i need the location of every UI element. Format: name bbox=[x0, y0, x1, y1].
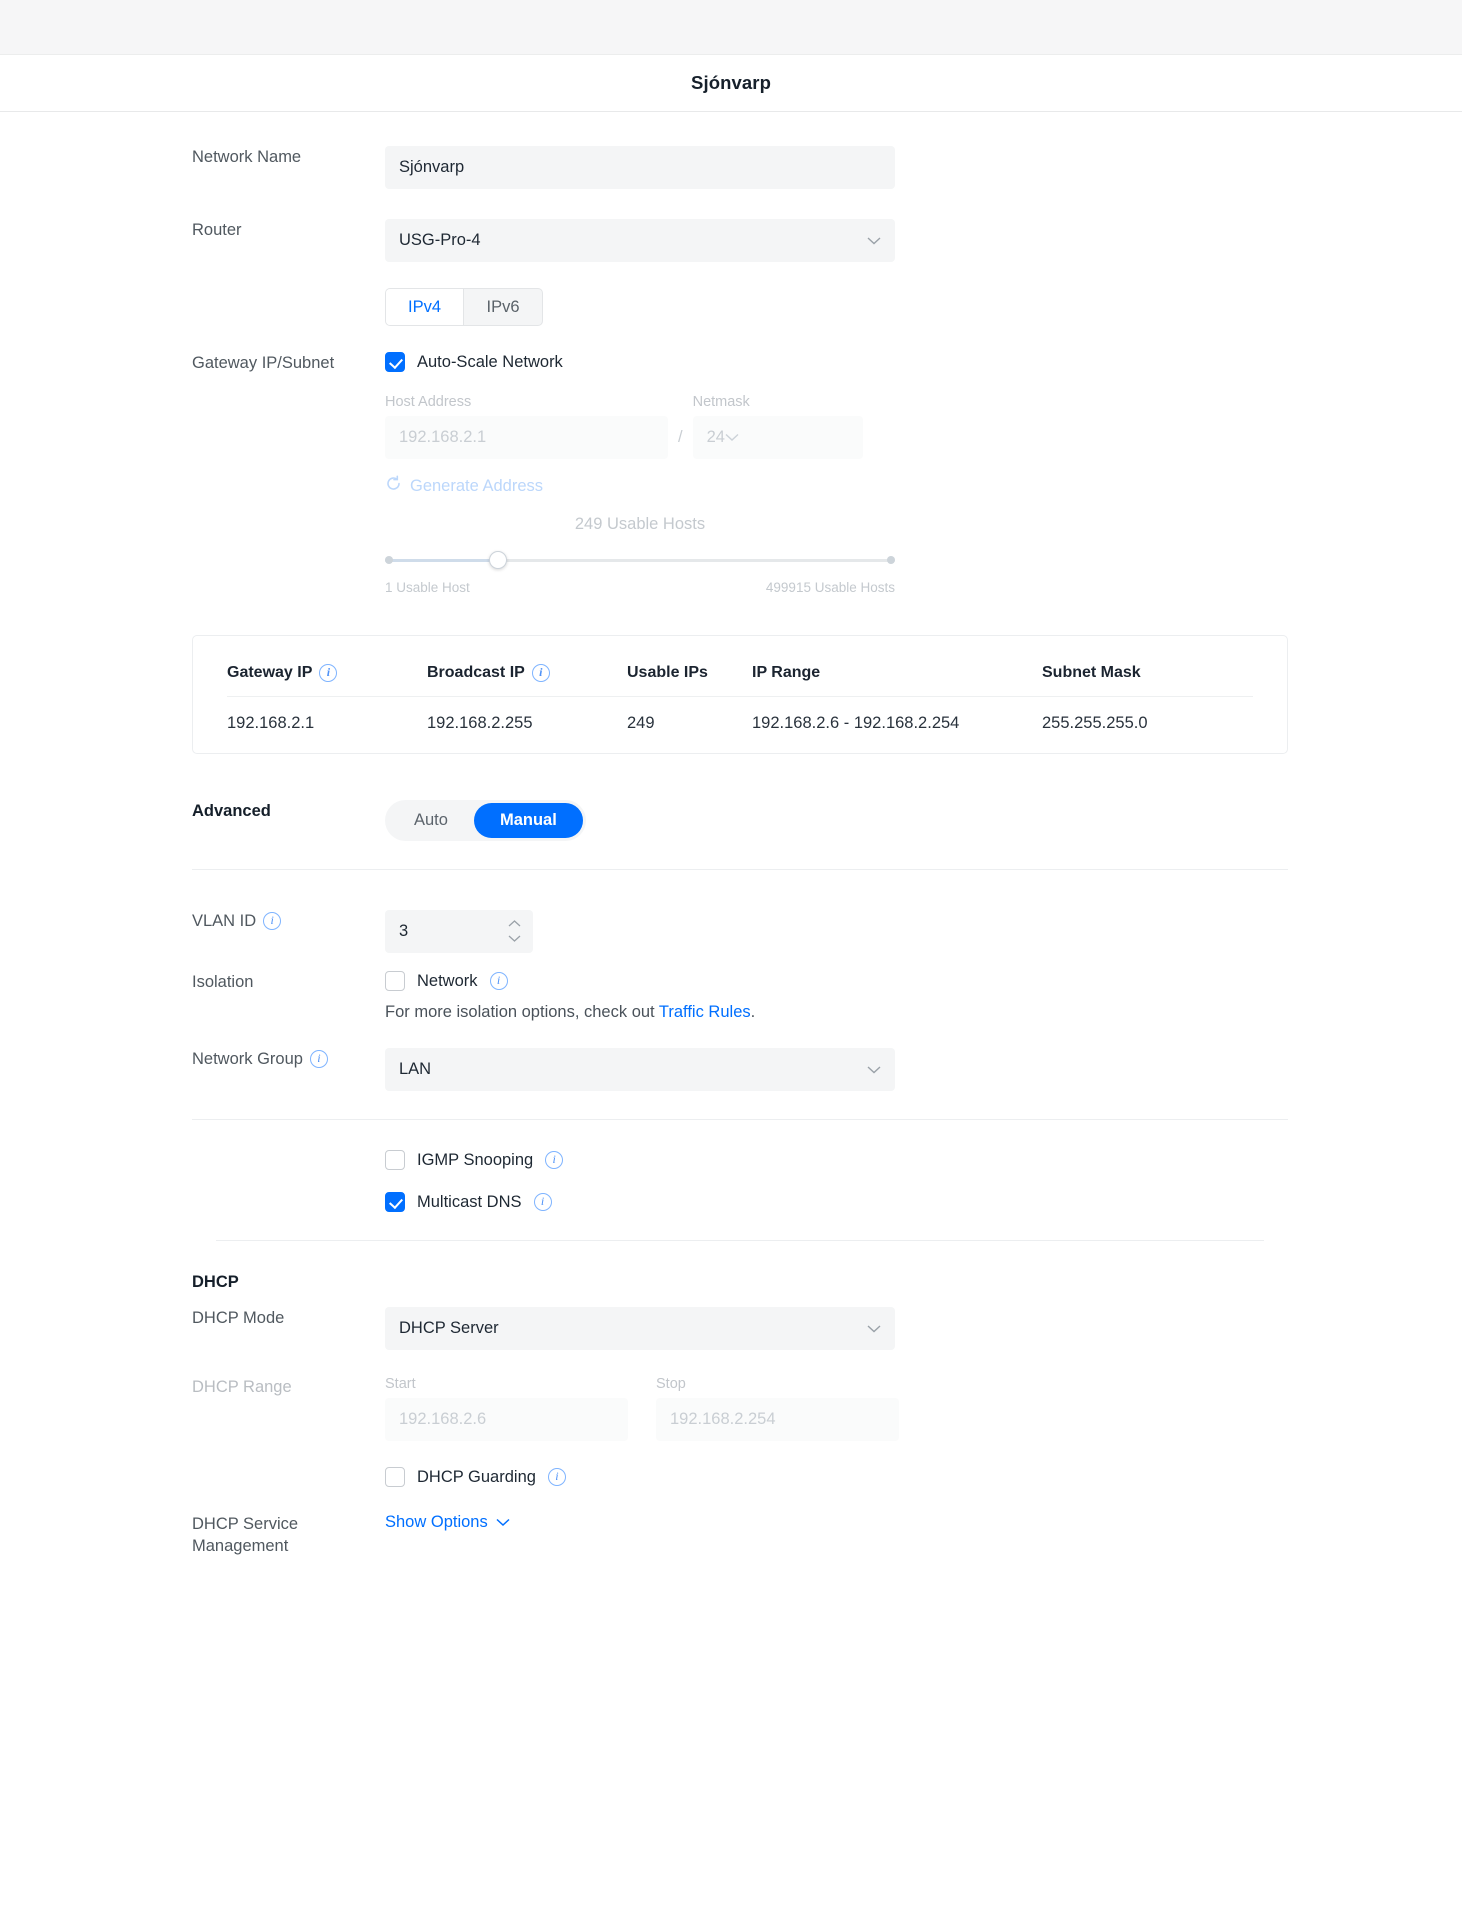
dhcp-range-stop-value: 192.168.2.254 bbox=[670, 1410, 776, 1428]
chevron-down-icon bbox=[496, 1513, 510, 1532]
isolation-hint bbox=[385, 1003, 1262, 1022]
dhcp-range-start-label: Start bbox=[385, 1376, 416, 1392]
info-icon[interactable]: i bbox=[319, 664, 337, 682]
igmp-snooping-checkbox[interactable] bbox=[385, 1150, 405, 1170]
subnet-summary-table bbox=[227, 636, 1253, 753]
column-gateway-ip bbox=[227, 636, 427, 697]
network-group-field bbox=[385, 1048, 1462, 1091]
column-subnet-mask: Subnet Mask bbox=[1042, 636, 1253, 697]
router-select[interactable] bbox=[385, 219, 895, 262]
isolation-label: Isolation bbox=[192, 973, 254, 991]
info-icon[interactable]: i bbox=[534, 1193, 552, 1211]
isolation-hint-suffix: . bbox=[750, 1003, 756, 1021]
network-group-label-wrap bbox=[0, 1048, 385, 1070]
info-icon[interactable]: i bbox=[548, 1468, 566, 1486]
stepper-down-icon[interactable] bbox=[508, 935, 521, 943]
table-row bbox=[227, 697, 1253, 754]
dhcp-range-stop-label: Stop bbox=[656, 1376, 686, 1392]
multicast-dns-field bbox=[385, 1192, 1462, 1212]
host-address-field bbox=[385, 394, 668, 459]
igmp-snooping-control[interactable] bbox=[385, 1150, 1262, 1170]
vlan-id-label-wrap bbox=[0, 910, 385, 932]
dhcp-section-row bbox=[0, 1271, 1462, 1293]
network-group-label: Network Group bbox=[192, 1050, 303, 1068]
multicast-dns-checkbox[interactable] bbox=[385, 1192, 405, 1212]
divider-network-group bbox=[192, 1119, 1288, 1120]
isolation-network-checkbox[interactable] bbox=[385, 971, 405, 991]
chevron-down-icon bbox=[867, 1060, 881, 1079]
dhcp-mode-select[interactable] bbox=[385, 1307, 895, 1350]
dhcp-guarding-field bbox=[385, 1467, 1462, 1487]
slider-max-label: 499915 Usable Hosts bbox=[765, 580, 895, 595]
dhcp-guarding-checkbox[interactable] bbox=[385, 1467, 405, 1487]
info-icon[interactable]: i bbox=[263, 912, 281, 930]
auto-scale-network-checkbox[interactable] bbox=[385, 352, 405, 372]
slider-legend bbox=[385, 580, 895, 595]
isolation-row bbox=[0, 971, 1462, 1022]
dhcp-service-management-label: DHCP Service Management bbox=[192, 1515, 299, 1555]
vlan-id-field bbox=[385, 910, 1462, 953]
dhcp-range-start-field bbox=[385, 1376, 628, 1441]
divider-advanced bbox=[192, 869, 1288, 870]
cell-subnet-mask: 255.255.255.0 bbox=[1042, 714, 1148, 732]
host-address-label: Host Address bbox=[385, 394, 472, 410]
isolation-hint-prefix: For more isolation options, check out bbox=[385, 1003, 659, 1021]
dhcp-mode-value: DHCP Server bbox=[399, 1319, 499, 1337]
usable-hosts-slider[interactable] bbox=[385, 550, 895, 570]
page-title: Sjónvarp bbox=[691, 72, 771, 93]
subnet-summary-card bbox=[192, 635, 1288, 754]
generate-address-label: Generate Address bbox=[410, 476, 543, 495]
netmask-value: 24 bbox=[706, 428, 725, 446]
advanced-mode-auto[interactable]: Auto bbox=[414, 811, 448, 829]
multicast-dns-label: Multicast DNS bbox=[417, 1192, 522, 1211]
cell-broadcast-ip: 192.168.2.255 bbox=[427, 714, 533, 732]
network-group-row bbox=[0, 1048, 1462, 1091]
network-name-label: Network Name bbox=[192, 148, 302, 166]
gateway-subnet-field bbox=[385, 352, 1462, 595]
router-row bbox=[0, 219, 1462, 262]
tab-ipv4[interactable]: IPv4 bbox=[386, 289, 464, 325]
cell-ip-range: 192.168.2.6 - 192.168.2.254 bbox=[752, 714, 960, 732]
network-name-field bbox=[385, 146, 1462, 189]
stepper-arrows[interactable] bbox=[508, 910, 521, 953]
show-options-button[interactable] bbox=[385, 1513, 510, 1532]
isolation-network-label: Network bbox=[417, 971, 478, 990]
network-name-input[interactable] bbox=[385, 146, 895, 189]
dhcp-mode-field bbox=[385, 1307, 1462, 1350]
advanced-mode-toggle[interactable] bbox=[385, 800, 586, 841]
slider-handle[interactable] bbox=[489, 551, 507, 569]
multicast-dns-row bbox=[0, 1192, 1462, 1212]
dhcp-section-title-wrap bbox=[0, 1271, 385, 1293]
dhcp-service-management-row bbox=[0, 1513, 1462, 1557]
slider-min-label: 1 Usable Host bbox=[385, 580, 470, 595]
form-content bbox=[0, 146, 1462, 1617]
advanced-mode-manual[interactable]: Manual bbox=[474, 803, 583, 838]
table-header-row bbox=[227, 636, 1253, 697]
dhcp-range-field bbox=[385, 1376, 1462, 1441]
igmp-snooping-row bbox=[0, 1150, 1462, 1170]
column-gateway-ip-label: Gateway IP bbox=[227, 664, 313, 681]
host-address-input[interactable] bbox=[385, 416, 668, 459]
netmask-label: Netmask bbox=[692, 394, 750, 410]
vlan-id-row bbox=[0, 910, 1462, 953]
igmp-snooping-field bbox=[385, 1150, 1462, 1170]
column-ip-range: IP Range bbox=[752, 636, 1042, 697]
slider-fill bbox=[385, 559, 497, 562]
stepper-up-icon[interactable] bbox=[508, 920, 521, 928]
dhcp-range-stop-input[interactable] bbox=[656, 1398, 899, 1441]
dhcp-range-label: DHCP Range bbox=[192, 1378, 292, 1396]
cell-gateway-ip: 192.168.2.1 bbox=[227, 714, 315, 732]
dhcp-mode-row bbox=[0, 1307, 1462, 1350]
dhcp-range-row bbox=[0, 1376, 1462, 1441]
netmask-field bbox=[693, 394, 863, 459]
ip-version-field bbox=[385, 288, 1462, 326]
host-netmask-group bbox=[385, 394, 1262, 459]
tab-ipv6[interactable]: IPv6 bbox=[486, 297, 520, 316]
dhcp-section-title: DHCP bbox=[192, 1273, 239, 1291]
advanced-row bbox=[0, 800, 1462, 841]
network-group-select[interactable] bbox=[385, 1048, 895, 1091]
top-strip bbox=[0, 0, 1462, 55]
netmask-select[interactable] bbox=[693, 416, 863, 459]
dhcp-guarding-label: DHCP Guarding bbox=[417, 1467, 536, 1486]
divider-dhcp bbox=[216, 1240, 1264, 1241]
router-label: Router bbox=[192, 221, 242, 239]
dhcp-mode-label: DHCP Mode bbox=[192, 1309, 285, 1327]
igmp-snooping-label: IGMP Snooping bbox=[417, 1150, 534, 1169]
info-icon[interactable]: i bbox=[545, 1151, 563, 1169]
chevron-down-icon bbox=[867, 231, 881, 250]
isolation-network-row[interactable] bbox=[385, 971, 1262, 991]
dhcp-range-group bbox=[385, 1376, 1262, 1441]
gateway-subnet-label: Gateway IP/Subnet bbox=[192, 354, 335, 372]
dhcp-service-management-field bbox=[385, 1513, 1462, 1532]
column-broadcast-ip bbox=[427, 636, 627, 697]
show-options-label: Show Options bbox=[385, 1513, 488, 1531]
dhcp-guarding-control[interactable] bbox=[385, 1467, 1262, 1487]
usable-hosts-readout: 249 Usable Hosts bbox=[574, 515, 706, 533]
traffic-rules-link[interactable]: Traffic Rules bbox=[658, 1003, 751, 1021]
dhcp-range-stop-field bbox=[656, 1376, 899, 1441]
dhcp-range-start-input[interactable] bbox=[385, 1398, 628, 1441]
auto-scale-network-row[interactable] bbox=[385, 352, 1262, 372]
generate-address-button[interactable] bbox=[385, 475, 1262, 497]
panel-header bbox=[0, 55, 1462, 112]
subnet-separator: / bbox=[678, 428, 683, 446]
info-icon[interactable]: i bbox=[490, 972, 508, 990]
column-broadcast-ip-label: Broadcast IP bbox=[427, 664, 525, 681]
gateway-subnet-row bbox=[0, 352, 1462, 595]
vlan-id-label: VLAN ID bbox=[192, 912, 257, 930]
advanced-section-title: Advanced bbox=[192, 802, 271, 820]
vlan-id-value: 3 bbox=[399, 922, 409, 940]
router-field bbox=[385, 219, 1462, 262]
info-icon[interactable]: i bbox=[310, 1050, 328, 1068]
isolation-field bbox=[385, 971, 1462, 1022]
auto-scale-network-label: Auto-Scale Network bbox=[417, 352, 563, 371]
vlan-id-stepper[interactable] bbox=[385, 910, 533, 953]
slider-max-dot bbox=[887, 556, 895, 564]
advanced-toggle-field bbox=[385, 800, 1462, 841]
refresh-icon bbox=[385, 475, 402, 497]
dhcp-range-start-value: 192.168.2.6 bbox=[399, 1410, 487, 1428]
slider-min-dot bbox=[385, 556, 393, 564]
network-group-value: LAN bbox=[399, 1060, 432, 1078]
dhcp-guarding-row bbox=[0, 1467, 1462, 1487]
multicast-dns-control[interactable] bbox=[385, 1192, 1262, 1212]
advanced-section-title-wrap bbox=[0, 800, 385, 822]
chevron-down-icon bbox=[867, 1319, 881, 1338]
column-usable-ips: Usable IPs bbox=[627, 636, 752, 697]
network-name-row bbox=[0, 146, 1462, 189]
info-icon[interactable]: i bbox=[532, 664, 550, 682]
ip-version-segmented[interactable] bbox=[385, 288, 543, 326]
chevron-down-icon bbox=[725, 428, 739, 447]
router-select-value: USG-Pro-4 bbox=[399, 231, 481, 249]
cell-usable-ips: 249 bbox=[627, 714, 655, 732]
ip-version-row bbox=[0, 288, 1462, 326]
